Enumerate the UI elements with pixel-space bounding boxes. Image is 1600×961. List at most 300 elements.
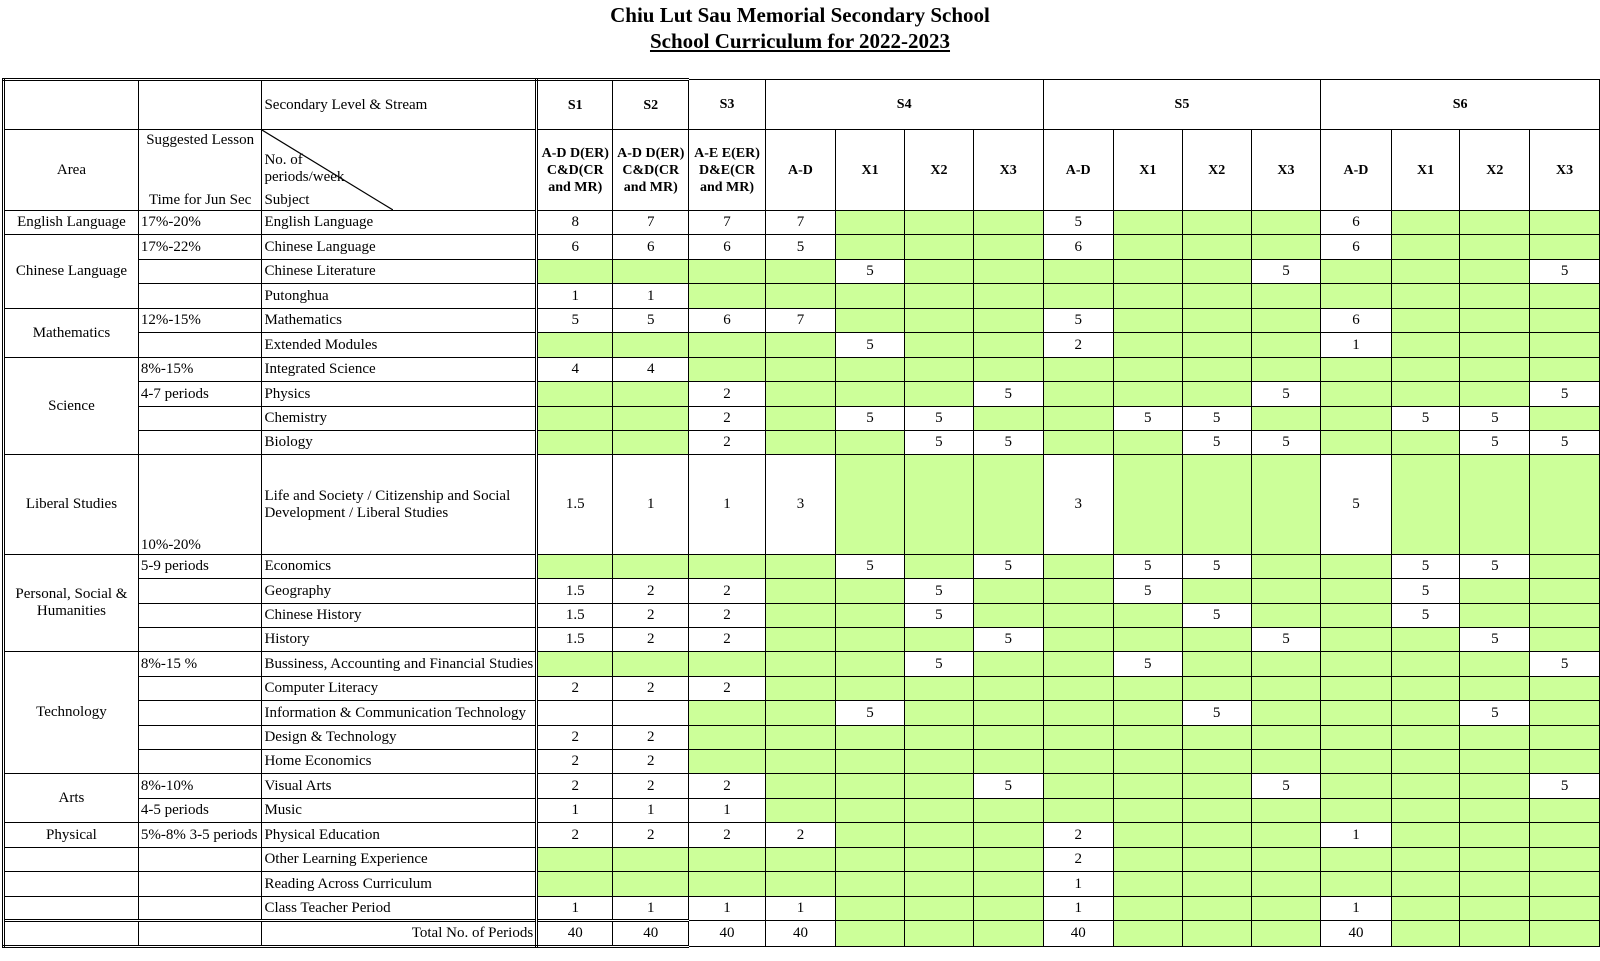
period-cell [1182,211,1251,235]
period-cell [1251,555,1321,579]
period-cell: 4 [613,358,689,382]
period-cell: 5 [1251,260,1321,284]
period-cell [1321,872,1391,897]
period-cell [973,309,1043,333]
header-stream-s6-x1: X1 [1391,130,1460,211]
table-row [4,455,1600,555]
area-cell: Liberal Studies [4,455,139,555]
period-cell [1251,872,1321,897]
period-cell [1530,872,1600,897]
period-cell [765,555,835,579]
period-cell [1182,455,1251,555]
period-cell: 5 [1530,431,1600,455]
area-cell: Mathematics [4,309,139,358]
total-row [4,921,1600,947]
total-cell: 40 [1043,921,1113,947]
subject-label: Bussiness, Accounting and Financial Studies [264,655,534,672]
header-level-s2: S2 [613,80,689,130]
period-cell [904,358,973,382]
period-cell [689,848,766,872]
period-cell: 5 [1391,604,1460,628]
period-cell [1113,309,1182,333]
period-cell: 5 [1251,382,1321,407]
period-cell [765,628,835,652]
period-cell [836,726,905,750]
period-cell [1530,284,1600,309]
curriculum-body [4,211,1600,947]
period-cell [1391,211,1460,235]
period-cell [765,799,835,823]
period-cell [689,260,766,284]
period-cell [537,872,613,897]
period-cell: 5 [1182,701,1251,726]
period-cell: 1 [537,799,613,823]
suggested-cell [138,333,262,358]
period-cell [1043,799,1113,823]
period-cell [765,579,835,604]
suggested-cell [138,431,262,455]
period-cell: 5 [1043,211,1113,235]
period-cell: 5 [836,333,905,358]
period-cell [973,750,1043,774]
table-row [4,701,1600,726]
period-cell [973,358,1043,382]
period-cell: 1 [613,284,689,309]
period-cell [836,872,905,897]
period-cell: 5 [1043,309,1113,333]
total-blank-suggested [138,921,262,947]
period-cell [613,382,689,407]
period-cell [1460,358,1530,382]
table-row [4,799,1600,823]
period-cell: 5 [1391,407,1460,431]
period-cell [973,260,1043,284]
period-cell [904,701,973,726]
period-cell [1321,750,1391,774]
period-cell: 5 [1460,555,1530,579]
period-cell: 2 [689,579,766,604]
table-row [4,211,1600,235]
period-cell: 2 [613,628,689,652]
period-cell [1530,211,1600,235]
period-cell: 5 [836,260,905,284]
period-cell [1251,799,1321,823]
suggested-cell [138,260,262,284]
subject-cell: Chemistry [262,407,537,431]
suggested-cell [138,579,262,604]
subject-cell: Putonghua [262,284,537,309]
period-cell [904,555,973,579]
period-cell [836,579,905,604]
period-cell [836,235,905,260]
period-cell [1113,358,1182,382]
period-cell [1251,848,1321,872]
subject-cell: Home Economics [262,750,537,774]
period-cell: 3 [765,455,835,555]
period-cell [1321,701,1391,726]
period-cell [1391,260,1460,284]
period-cell [1251,309,1321,333]
period-cell [904,823,973,848]
period-cell: 5 [1251,774,1321,799]
period-cell [1321,431,1391,455]
period-cell [1113,333,1182,358]
period-cell: 2 [537,677,613,701]
period-cell [1182,726,1251,750]
header-level-s5: S5 [1043,80,1321,130]
suggested-cell: 5-9 periods [138,555,262,579]
subject-cell: Integrated Science [262,358,537,382]
table-row [4,284,1600,309]
period-cell: 5 [1251,431,1321,455]
period-cell [765,431,835,455]
table-row [4,897,1600,921]
header-stream-s4-x2: X2 [904,130,973,211]
period-cell [689,358,766,382]
header-diag-bottom: Subject [264,192,310,208]
period-cell: 2 [689,431,766,455]
period-cell [1391,235,1460,260]
period-cell [904,333,973,358]
period-cell: 6 [689,235,766,260]
header-level-s1: S1 [537,80,613,130]
subject-cell: Economics [262,555,537,579]
period-cell [1530,726,1600,750]
suggested-cell [138,407,262,431]
subject-cell [262,848,537,872]
period-cell [836,358,905,382]
period-cell [904,211,973,235]
period-cell: 1 [613,799,689,823]
header-row-levels [4,80,1600,130]
suggested-cell: 17%-22% [138,235,262,260]
total-cell [1460,921,1530,947]
period-cell: 2 [613,604,689,628]
period-cell: 5 [1182,604,1251,628]
area-cell: Physical [4,823,139,848]
period-cell [1113,726,1182,750]
period-cell [973,799,1043,823]
period-cell [904,455,973,555]
header-stream-s5-x1: X1 [1113,130,1182,211]
period-cell: 2 [689,407,766,431]
period-cell [1182,823,1251,848]
area-cell: Personal, Social & Humanities [4,555,139,652]
period-cell [1460,726,1530,750]
period-cell [613,333,689,358]
period-cell [1530,848,1600,872]
period-cell [1321,652,1391,677]
period-cell [1391,358,1460,382]
area-cell: Technology [4,652,139,774]
period-cell [613,555,689,579]
header-stream-s6-x2: X2 [1460,130,1530,211]
period-cell [1530,677,1600,701]
period-cell: 1 [689,799,766,823]
suggested-cell [138,701,262,726]
period-cell [1113,382,1182,407]
page-subtitle: School Curriculum for 2022-2023 [649,29,951,53]
period-cell [1460,799,1530,823]
period-cell [1391,382,1460,407]
period-cell [1460,652,1530,677]
period-cell [1530,309,1600,333]
period-cell [1043,652,1113,677]
period-cell [836,799,905,823]
header-stream-s5-x3: X3 [1251,130,1321,211]
period-cell: 2 [613,579,689,604]
period-cell [836,897,905,921]
period-cell: 1.5 [537,455,613,555]
period-cell [1182,358,1251,382]
period-cell [689,872,766,897]
period-cell [537,407,613,431]
suggested-cell: 17%-20% [138,211,262,235]
period-cell: 5 [1530,652,1600,677]
period-cell [689,652,766,677]
period-cell [1391,333,1460,358]
period-cell: 5 [904,579,973,604]
suggested-cell: 4-5 periods [138,799,262,823]
period-cell [1321,284,1391,309]
subject-label: Other Learning Experience [264,851,428,867]
period-cell [1530,333,1600,358]
period-cell: 1 [1043,872,1113,897]
period-cell [1043,407,1113,431]
header-stream-s4-x3: X3 [973,130,1043,211]
period-cell [1113,260,1182,284]
header-stream-s1-text: A-D D(ER) C&D(CR and MR) [541,145,609,195]
period-cell [613,260,689,284]
table-row [4,848,1600,872]
period-cell: 2 [537,726,613,750]
period-cell [904,774,973,799]
period-cell [765,333,835,358]
period-cell [537,701,613,726]
period-cell: 5 [904,604,973,628]
period-cell [1182,260,1251,284]
period-cell [1321,604,1391,628]
period-cell [904,677,973,701]
period-cell [1043,628,1113,652]
period-cell [1391,872,1460,897]
period-cell: 7 [765,211,835,235]
header-stream-s4-ad: A-D [765,130,835,211]
subject-cell: Geography [262,579,537,604]
period-cell [537,431,613,455]
total-cell: 40 [689,921,766,947]
period-cell [1530,799,1600,823]
period-cell [1530,628,1600,652]
period-cell [1460,382,1530,407]
total-cell [1530,921,1600,947]
period-cell [689,726,766,750]
period-cell [1043,726,1113,750]
period-cell [1251,604,1321,628]
period-cell [1251,726,1321,750]
period-cell [973,652,1043,677]
period-cell [1321,848,1391,872]
period-cell [1113,799,1182,823]
header-level-s3: S3 [689,80,766,130]
period-cell: 1 [689,897,766,921]
table-row [4,726,1600,750]
period-cell [1043,750,1113,774]
period-cell: 5 [1113,579,1182,604]
period-cell [537,333,613,358]
header-stream-s2-text: A-D D(ER) C&D(CR and MR) [617,145,685,195]
period-cell: 6 [1321,211,1391,235]
period-cell: 1 [1321,897,1391,921]
period-cell [836,774,905,799]
suggested-cell [138,750,262,774]
period-cell [1113,431,1182,455]
table-row [4,407,1600,431]
suggested-cell [138,628,262,652]
period-cell: 5 [973,555,1043,579]
suggested-cell: 8%-15 % [138,652,262,677]
header-diag-top: No. of periods/week [264,152,345,185]
period-cell: 5 [1460,431,1530,455]
period-cell [1251,235,1321,260]
period-cell [1113,604,1182,628]
period-cell [836,284,905,309]
period-cell: 5 [1391,579,1460,604]
suggested-cell [138,604,262,628]
total-cell [1113,921,1182,947]
period-cell [904,897,973,921]
period-cell: 6 [1043,235,1113,260]
period-cell: 5 [973,628,1043,652]
period-cell [1391,284,1460,309]
period-cell [1251,211,1321,235]
period-cell: 2 [689,628,766,652]
period-cell: 6 [613,235,689,260]
period-cell [904,628,973,652]
period-cell [689,555,766,579]
period-cell: 1 [1043,897,1113,921]
period-cell [689,701,766,726]
area-cell [4,872,139,897]
period-cell [1530,604,1600,628]
period-cell [1460,211,1530,235]
period-cell: 1 [1321,823,1391,848]
subject-label: Reading Across Curriculum [264,875,432,892]
period-cell [765,260,835,284]
period-cell [1460,309,1530,333]
period-cell [765,726,835,750]
period-cell [613,872,689,897]
period-cell: 6 [537,235,613,260]
period-cell [1043,382,1113,407]
table-row [4,309,1600,333]
period-cell: 5 [973,431,1043,455]
period-cell [765,677,835,701]
period-cell [1530,897,1600,921]
header-stream-s4-x1: X1 [836,130,905,211]
header-level-s4: S4 [765,80,1043,130]
period-cell [1391,774,1460,799]
period-cell [1182,235,1251,260]
subject-cell: Physics [262,382,537,407]
period-cell [765,701,835,726]
table-row [4,235,1600,260]
period-cell [1391,726,1460,750]
period-cell [1043,284,1113,309]
period-cell [537,260,613,284]
period-cell [537,555,613,579]
period-cell [765,382,835,407]
table-row [4,260,1600,284]
period-cell [765,284,835,309]
period-cell [1251,677,1321,701]
period-cell: 1 [1321,333,1391,358]
period-cell [836,823,905,848]
period-cell [1043,604,1113,628]
period-cell [613,652,689,677]
period-cell [973,579,1043,604]
period-cell: 5 [1530,382,1600,407]
period-cell: 2 [613,677,689,701]
suggested-cell [138,848,262,872]
period-cell: 5 [1460,628,1530,652]
period-cell [1530,455,1600,555]
period-cell [836,431,905,455]
period-cell [1391,309,1460,333]
period-cell [1391,628,1460,652]
period-cell [1530,701,1600,726]
period-cell [1530,823,1600,848]
table-row [4,652,1600,677]
period-cell: 5 [537,309,613,333]
period-cell [973,211,1043,235]
header-stream-s3-text: A-E E(ER) D&E(CR and MR) [694,145,760,195]
period-cell: 5 [904,407,973,431]
period-cell [1460,260,1530,284]
total-cell: 40 [765,921,835,947]
period-cell [1391,848,1460,872]
total-cell: 40 [613,921,689,947]
period-cell [1113,211,1182,235]
period-cell [1113,284,1182,309]
period-cell [613,431,689,455]
header-area: Area [4,130,139,211]
suggested-cell: 8%-15% [138,358,262,382]
period-cell [1043,431,1113,455]
period-cell [973,872,1043,897]
period-cell [1391,652,1460,677]
subject-cell: Music [262,799,537,823]
subject-label: Information & Communication Technology [264,704,527,721]
period-cell [1460,774,1530,799]
header-suggested-bottom: Time for Jun Sec [148,192,252,208]
period-cell [836,628,905,652]
header-stream-s5-ad: A-D [1043,130,1113,211]
period-cell [836,677,905,701]
period-cell [1113,701,1182,726]
period-cell [1391,431,1460,455]
period-cell [1251,358,1321,382]
area-cell [4,848,139,872]
subject-cell: Mathematics [262,309,537,333]
period-cell [1251,701,1321,726]
period-cell [1182,774,1251,799]
period-cell [973,677,1043,701]
period-cell [836,309,905,333]
period-cell [1251,823,1321,848]
period-cell: 5 [1391,555,1460,579]
period-cell [1321,799,1391,823]
